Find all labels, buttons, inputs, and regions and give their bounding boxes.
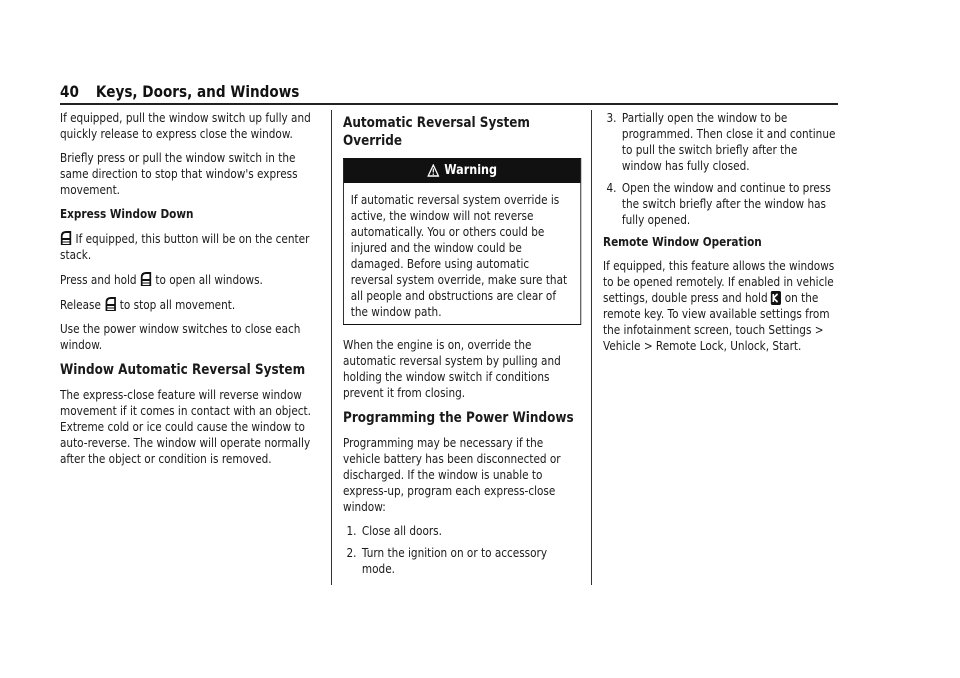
warning-box: [343, 158, 581, 325]
paragraph: Briefly press or pull the window switch in the same direction to stop that window's express movement.: [60, 151, 298, 197]
column-1: [60, 110, 320, 475]
window-switch-icon: [104, 296, 116, 312]
heading-reversal-override: Automatic Reversal System Override: [343, 115, 530, 149]
subheading-remote-window-operation: Remote Window Operation: [603, 235, 762, 249]
column-divider: [331, 110, 332, 585]
warning-text: If automatic reversal system override is active, the window will not reverse automatically. You or others could be injured and the window could be damaged. Before using automatic reversal system override, make sure that all people and obstructions are clear of the window path.: [350, 193, 568, 319]
paragraph: If equipped, pull the window switch up fully and quickly release to express close the window.: [60, 111, 311, 141]
paragraph: Release to stop all movement.: [60, 298, 236, 312]
warning-title: Warning: [444, 163, 497, 178]
list-item: 4. Open the window and continue to press the switch briefly after the window has fully opened.: [606, 181, 831, 227]
subheading-express-window-down: Express Window Down: [60, 207, 194, 221]
warning-header: [344, 159, 580, 183]
page-number: 40: [60, 82, 79, 101]
list-item: 1. Close all doors.: [346, 524, 442, 538]
list-item: 3. Partially open the window to be programmed. Then close it and continue to pull the switch briefly after the window has fully closed.: [606, 111, 836, 173]
paragraph: If equipped, this button will be on the center stack.: [60, 232, 310, 262]
paragraph: When the engine is on, override the automatic reversal system by pulling and holding the window switch if conditions prevent it from closing.: [343, 338, 561, 400]
heading-window-automatic-reversal: Window Automatic Reversal System: [60, 362, 306, 378]
column-divider: [591, 110, 592, 585]
column-2: [343, 110, 581, 583]
paragraph: If equipped, this feature allows the windows to be opened remotely. If enabled in vehicle settings, double press and hold on the remote key. To view available settings from the infotainment screen, touch Settings > Vehicle > Remote Lock, Unlock, Start.: [603, 259, 835, 353]
list-item: 2. Turn the ignition on or to accessory mode.: [346, 546, 548, 576]
window-switch-icon: [140, 271, 152, 287]
heading-programming-power-windows: Programming the Power Windows: [343, 410, 574, 426]
step-list: [343, 523, 581, 577]
paragraph: The express-close feature will reverse window movement if it comes in contact with an object. Extreme cold or ice could cause the window to auto-reverse. The window will operate normally after the object or condition is removed.: [60, 388, 311, 466]
paragraph: Programming may be necessary if the vehicle battery has been disconnected or discharged. If the window is unable to express-up, program each express-close window:: [343, 436, 561, 514]
step-list: [603, 110, 838, 228]
header-rule: [60, 103, 838, 105]
warning-triangle-icon: [427, 162, 439, 186]
section-title: Keys, Doors, and Windows: [95, 82, 300, 101]
page-header: [60, 82, 721, 101]
column-3: [603, 110, 838, 362]
paragraph: Press and hold to open all windows.: [60, 273, 263, 287]
paragraph: Use the power window switches to close each window.: [60, 322, 301, 352]
window-switch-icon: [60, 230, 72, 246]
remote-start-key-icon: [771, 291, 781, 305]
